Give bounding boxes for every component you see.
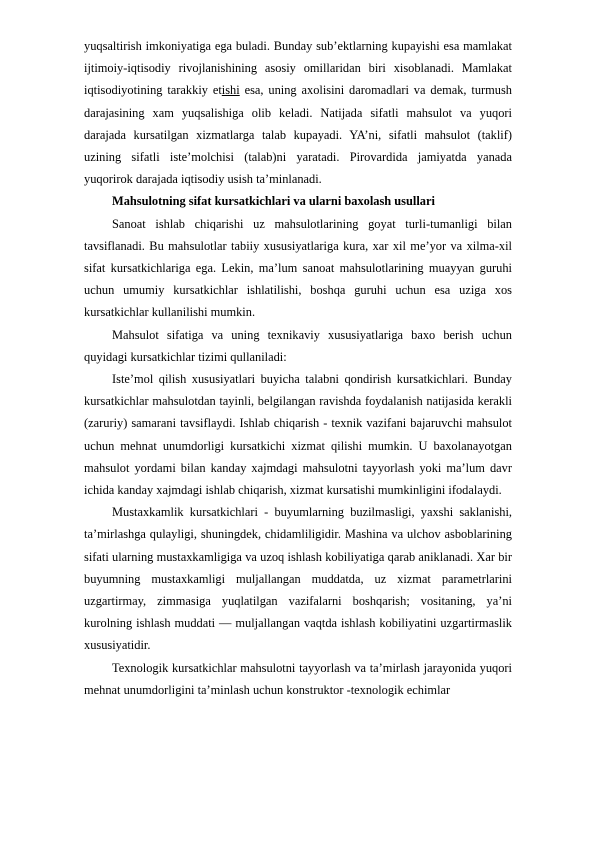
paragraph-intro-part-1: yuqsaltirish imkoniyatiga ega buladi. Bunday sub’ektlarning kupayishi esa mamlakat ijtimoiy-iqtisodiy rivojlanishining asosiy omillaridan biri xisoblanadi. Mamlakat iqtisodiyotining tarakkiy et xyxy=(84,39,512,98)
paragraph-industrial-products: Sanoat ishlab chiqarishi uz mahsulotlarining goyat turli-tumanligi bilan tavsiflanadi. Bu mahsulotlar tabiiy xususiyatlariga kura, xar xil me’yor va xilma-xil sifat kursatkichlariga ega. Lekin, ma’lum sanoat mahsulotlarining muayyan guruhi uchun umumiy kursatkichlar ishlatilishi, boshqa guruhi uchun esa uziga xos kursatkichlar kullanilishi mumkin. xyxy=(84,216,512,320)
paragraph-technological-indicators: Texnologik kursatkichlar mahsulotni tayyorlash va ta’mirlash jarayonida yuqori mehnat unumdorligini ta’minlash uchun konstruktor -texnologik echimlar xyxy=(84,660,512,697)
underlined-word: ishi xyxy=(221,83,240,98)
paragraph-durability-indicators: Mustaxkamlik kursatkichlari - buyumlarning buzilmasligi, yaxshi saklanishi, ta’mirlashga qulayligi, shuningdek, chidamliligidir. Mashina va ulchov asboblarining sifati ularning mustaxkamligiga va uzoq ishlash kobiliyatiga qarab aniklanadi. Xar bir buyumning mustaxkamligi muljallangan muddatda, uz xizmat parametrlarini uzgartirmay, zimmasiga yuqlatilgan vazifalarni boshqarish; vositaning, ya’ni kurolning ishlash muddati — muljallangan vaqtda ishlash kobiliyatini uzgartirmaslik xususiyatidir. xyxy=(84,505,512,653)
document-page xyxy=(84,35,512,701)
paragraph-intro xyxy=(84,35,512,190)
paragraph-intro-part-2: esa, uning axolisini daromadlari va demak, turmush darajasining xam yuqsalishiga olib keladi. Natijada sifatli mahsulot va yuqori darajada kursatilgan xizmatlarga talab kupayadi. YA’ni, sifatli mahsulot (taklif) uzining sifatli iste’molchisi (talab)ni yaratadi. Pirovardida jamiyatda yanada yuqorirok darajada iqtisodiy usish ta’minlanadi. xyxy=(84,83,512,187)
paragraph-consumption-indicators: Iste’mol qilish xususiyatlari buyicha talabni qondirish kursatkichlari. Bunday kursatkichlar mahsulotdan tayinli, belgilangan ravishda foydalanish natijasida kerakli (zaruriy) samarani tavsiflaydi. Ishlab chiqarish - texnik vazifani bajaruvchi mahsulot uchun mehnat unumdorligi kursatkichi xizmat qilishi mumkin. U baxolanayotgan mahsulot yordami bilan kanday xajmdagi mahsulotni tayyorlash yoki ma’lum davr ichida kanday xajmdagi ishlab chiqarish, xizmat kursatishi mumkinligini ifodalaydi. xyxy=(84,372,512,498)
paragraph-indicator-system: Mahsulot sifatiga va uning texnikaviy xususiyatlariga baxo berish uchun quyidagi kursatkichlar tizimi qullaniladi: xyxy=(84,327,512,364)
section-heading: Mahsulotning sifat kursatkichlari va ularni baxolash usullari xyxy=(112,194,435,209)
